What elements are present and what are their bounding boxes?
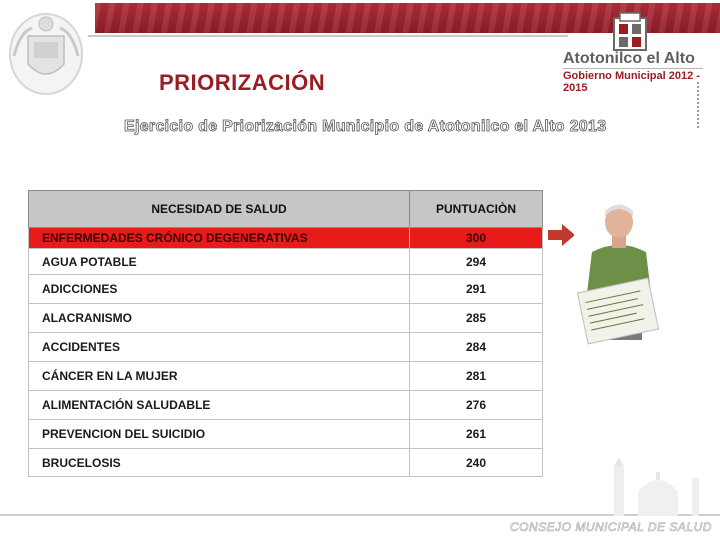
column-header-score: PUNTUACIÒN bbox=[410, 191, 543, 228]
need-cell: ADICCIONES bbox=[29, 275, 410, 304]
need-cell: ENFERMEDADES CRÓNICO DEGENERATIVAS bbox=[29, 228, 410, 249]
table-row bbox=[29, 249, 543, 275]
score-cell: 294 bbox=[410, 249, 543, 275]
score-cell: 261 bbox=[410, 420, 543, 449]
need-cell: CÁNCER EN LA MUJER bbox=[29, 362, 410, 391]
table-row bbox=[29, 228, 543, 249]
coat-of-arms-icon bbox=[6, 6, 86, 98]
column-header-need: NECESIDAD DE SALUD bbox=[29, 191, 410, 228]
priority-table bbox=[28, 190, 543, 477]
need-cell: AGUA POTABLE bbox=[29, 249, 410, 275]
table-row bbox=[29, 449, 543, 477]
score-cell: 285 bbox=[410, 304, 543, 333]
table-header-row bbox=[29, 191, 543, 228]
score-cell: 300 bbox=[410, 228, 543, 249]
municipality-name: Atotonilco el Alto bbox=[563, 50, 695, 67]
arrow-right-icon bbox=[548, 224, 575, 246]
header-divider bbox=[88, 35, 568, 37]
table-row bbox=[29, 275, 543, 304]
score-cell: 291 bbox=[410, 275, 543, 304]
table-row bbox=[29, 362, 543, 391]
government-period: Gobierno Municipal 2012 - 2015 bbox=[563, 70, 700, 94]
need-cell: ACCIDENTES bbox=[29, 333, 410, 362]
page-subtitle: Ejercicio de Priorización Municipio de Atotonilco el Alto 2013 bbox=[124, 118, 607, 135]
score-cell: 276 bbox=[410, 391, 543, 420]
page-title: PRIORIZACIÓN bbox=[159, 70, 326, 95]
footer-label: CONSEJO MUNICIPAL DE SALUD bbox=[510, 520, 712, 534]
need-cell: PREVENCION DEL SUICIDIO bbox=[29, 420, 410, 449]
municipal-emblem-icon bbox=[612, 12, 648, 52]
need-cell: ALIMENTACIÓN SALUDABLE bbox=[29, 391, 410, 420]
table-row bbox=[29, 391, 543, 420]
score-cell: 284 bbox=[410, 333, 543, 362]
score-cell: 281 bbox=[410, 362, 543, 391]
dotted-divider bbox=[697, 82, 699, 130]
need-cell: BRUCELOSIS bbox=[29, 449, 410, 477]
church-dome-watermark-icon bbox=[600, 458, 705, 516]
table-row bbox=[29, 333, 543, 362]
logo-divider bbox=[563, 68, 703, 69]
need-cell: ALACRANISMO bbox=[29, 304, 410, 333]
table-row bbox=[29, 420, 543, 449]
person-with-sign-image bbox=[574, 200, 664, 350]
score-cell: 240 bbox=[410, 449, 543, 477]
table-row bbox=[29, 304, 543, 333]
